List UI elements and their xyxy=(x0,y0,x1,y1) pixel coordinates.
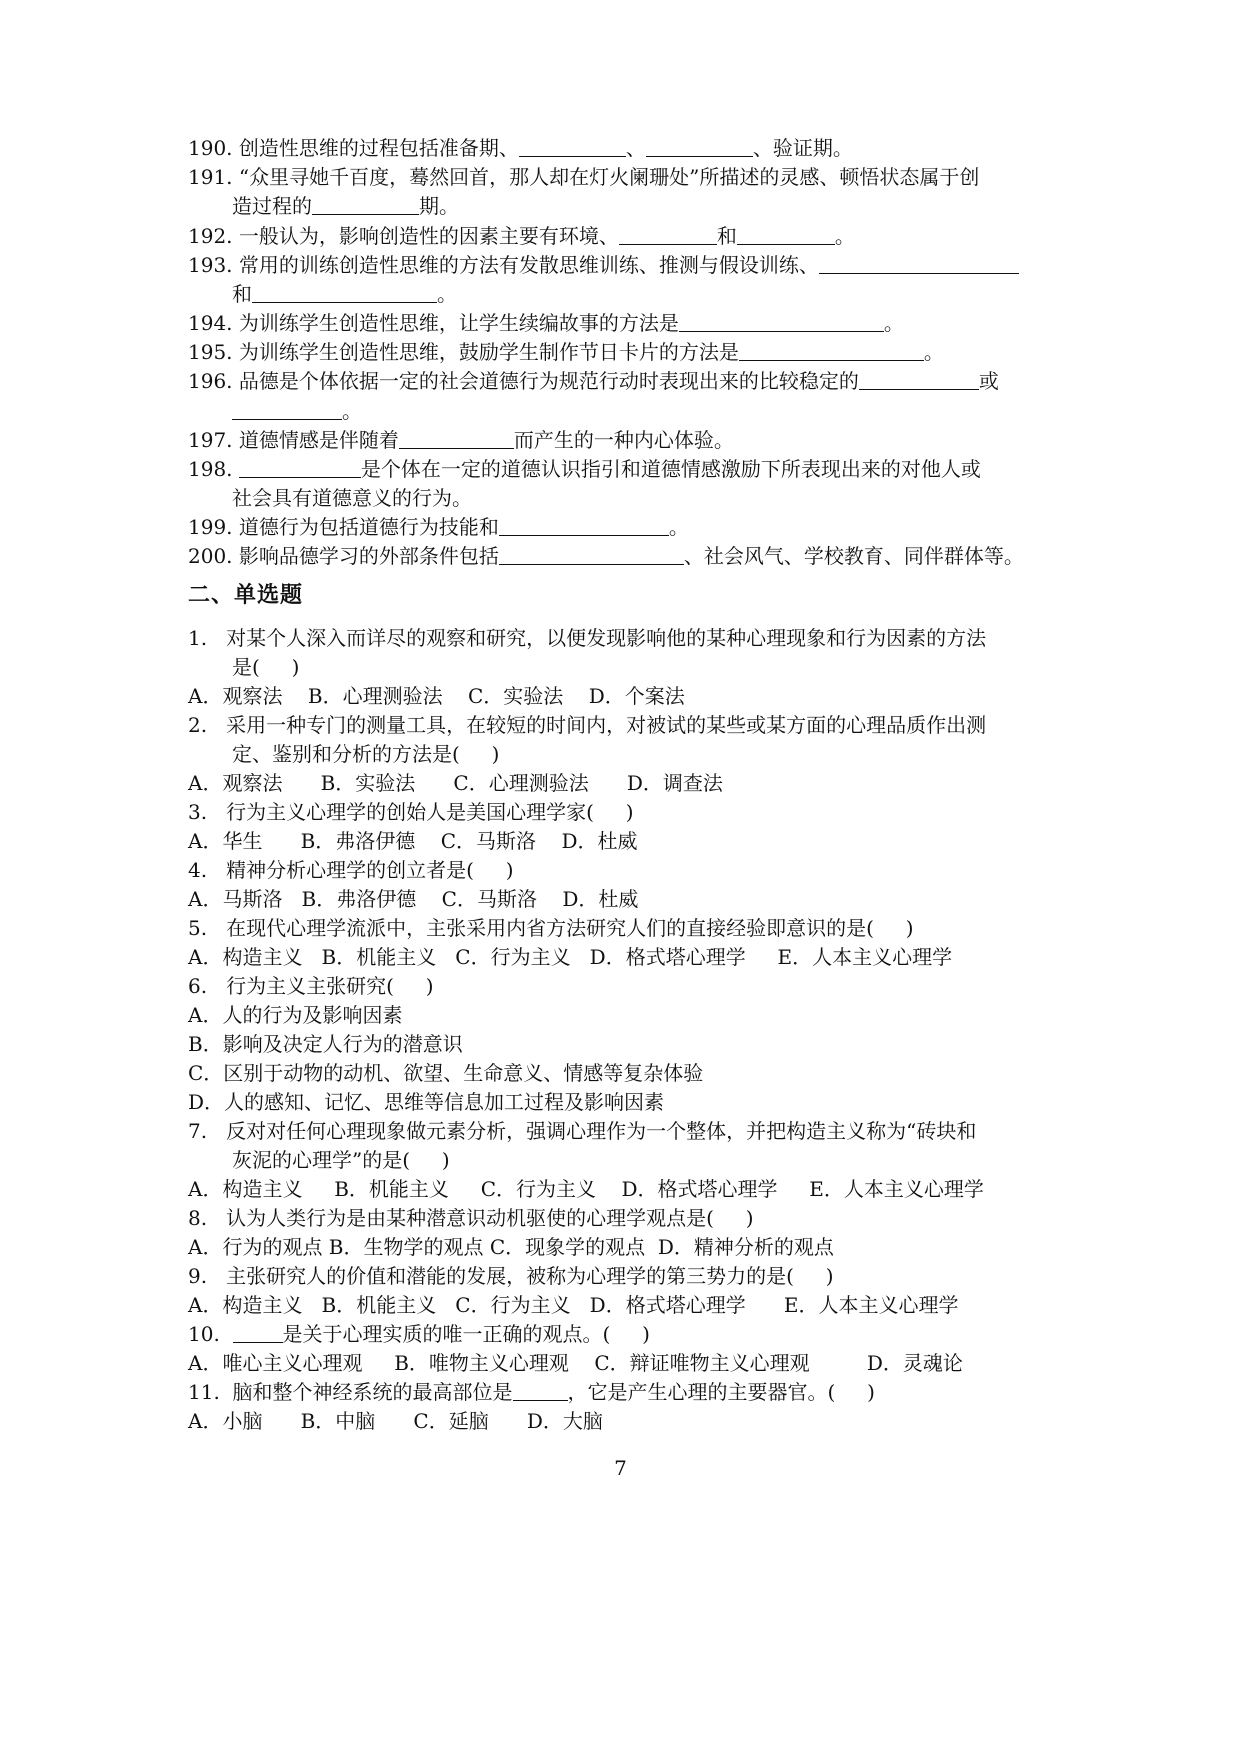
question-196-cont: 。 xyxy=(232,399,362,423)
mc-question-11: 11. 脑和整个神经系统的最高部位是 ，它是产生心理的主要器官。( ) xyxy=(188,1380,875,1404)
mc-options-7: A．构造主义 B．机能主义 C．行为主义 D．格式塔心理学 E．人本主义心理学 xyxy=(188,1177,984,1201)
question-191-cont: 造过程的 期。 xyxy=(232,194,459,218)
page-number: 7 xyxy=(614,1456,627,1480)
mc-question-8: 8. 认为人类行为是由某种潜意识动机驱使的心理学观点是( ) xyxy=(188,1206,754,1230)
mc-options-10: A．唯心主义心理观 B．唯物主义心理观 C．辩证唯物主义心理观 D．灵魂论 xyxy=(188,1351,963,1375)
mc-options-8: A．行为的观点 B．生物学的观点 C．现象学的观点 D．精神分析的观点 xyxy=(188,1235,834,1259)
answer-blank xyxy=(499,546,684,565)
mc-question-6: 6. 行为主义主张研究( ) xyxy=(188,974,434,998)
question-193: 193. 常用的训练创造性思维的方法有发散思维训练、推测与假设训练、 xyxy=(188,253,1019,277)
answer-blank xyxy=(399,430,514,449)
mc-question-9: 9. 主张研究人的价值和潜能的发展，被称为心理学的第三势力的是( ) xyxy=(188,1264,834,1288)
question-192: 192. 一般认为，影响创造性的因素主要有环境、 和 。 xyxy=(188,224,855,248)
mc-options-9: A．构造主义 B．机能主义 C．行为主义 D．格式塔心理学 E．人本主义心理学 xyxy=(188,1293,959,1317)
answer-blank xyxy=(519,138,626,157)
answer-blank xyxy=(233,1324,283,1343)
answer-blank xyxy=(859,371,979,390)
question-194: 194. 为训练学生创造性思维，让学生续编故事的方法是 。 xyxy=(188,311,904,335)
question-199: 199. 道德行为包括道德行为技能和 。 xyxy=(188,515,689,539)
answer-blank xyxy=(739,342,924,361)
mc-question-3: 3. 行为主义心理学的创始人是美国心理学家( ) xyxy=(188,800,634,824)
question-198-cont: 社会具有道德意义的行为。 xyxy=(232,486,472,510)
question-193-cont: 和 。 xyxy=(232,282,457,306)
question-195: 195. 为训练学生创造性思维，鼓励学生制作节日卡片的方法是 。 xyxy=(188,340,944,364)
mc-question-1-cont: 是( ) xyxy=(232,655,300,679)
mc-options-5: A．构造主义 B．机能主义 C．行为主义 D．格式塔心理学 E．人本主义心理学 xyxy=(188,945,953,969)
section-heading: 二、单选题 xyxy=(188,582,304,608)
answer-blank xyxy=(646,138,753,157)
mc-option-6d: D．人的感知、记忆、思维等信息加工过程及影响因素 xyxy=(188,1090,665,1114)
mc-question-1: 1. 对某个人深入而详尽的观察和研究，以便发现影响他的某种心理现象和行为因素的方法 xyxy=(188,626,987,650)
question-196: 196. 品德是个体依据一定的社会道德行为规范行动时表现出来的比较稳定的 或 xyxy=(188,369,999,393)
question-190: 190. 创造性思维的过程包括准备期、 、 、验证期。 xyxy=(188,136,853,160)
answer-blank xyxy=(499,517,669,536)
answer-blank xyxy=(232,401,342,420)
answer-blank xyxy=(513,1382,568,1401)
question-198: 198. 是个体在一定的道德认识指引和道德情感激励下所表现出来的对他人或 xyxy=(188,457,981,481)
mc-question-5: 5. 在现代心理学流派中，主张采用内省方法研究人们的直接经验即意识的是( ) xyxy=(188,916,914,940)
answer-blank xyxy=(239,459,361,478)
mc-question-7: 7. 反对对任何心理现象做元素分析，强调心理作为一个整体，并把构造主义称为“砖块和 xyxy=(188,1119,977,1143)
answer-blank xyxy=(619,226,717,245)
mc-option-6a: A．人的行为及影响因素 xyxy=(188,1003,403,1027)
answer-blank xyxy=(312,196,419,215)
mc-options-4: A．马斯洛 B．弗洛伊德 C．马斯洛 D．杜威 xyxy=(188,887,639,911)
question-197: 197. 道德情感是伴随着 而产生的一种内心体验。 xyxy=(188,428,734,452)
answer-blank xyxy=(252,284,437,303)
mc-question-7-cont: 灰泥的心理学”的是( ) xyxy=(232,1148,450,1172)
mc-option-6c: C．区别于动物的动机、欲望、生命意义、情感等复杂体验 xyxy=(188,1061,704,1085)
mc-options-2: A．观察法 B．实验法 C．心理测验法 D．调查法 xyxy=(188,771,723,795)
answer-blank xyxy=(737,226,835,245)
question-191: 191. “众里寻她千百度，蓦然回首，那人却在灯火阑珊处”所描述的灵感、顿悟状态属于创 xyxy=(188,165,980,189)
mc-options-3: A．华生 B．弗洛伊德 C．马斯洛 D．杜威 xyxy=(188,829,638,853)
mc-question-2: 2. 采用一种专门的测量工具，在较短的时间内，对被试的某些或某方面的心理品质作出测 xyxy=(188,713,987,737)
mc-option-6b: B．影响及决定人行为的潜意识 xyxy=(188,1032,463,1056)
mc-question-4: 4. 精神分析心理学的创立者是( ) xyxy=(188,858,514,882)
answer-blank xyxy=(679,313,884,332)
mc-question-10: 10. 是关于心理实质的唯一正确的观点。( ) xyxy=(188,1322,650,1346)
mc-options-1: A．观察法 B．心理测验法 C．实验法 D．个案法 xyxy=(188,684,685,708)
mc-question-2-cont: 定、鉴别和分析的方法是( ) xyxy=(232,742,500,766)
question-200: 200. 影响品德学习的外部条件包括 、社会风气、学校教育、同伴群体等。 xyxy=(188,544,1024,568)
answer-blank xyxy=(819,255,1019,274)
mc-options-11: A．小脑 B．中脑 C．延脑 D．大脑 xyxy=(188,1409,603,1433)
